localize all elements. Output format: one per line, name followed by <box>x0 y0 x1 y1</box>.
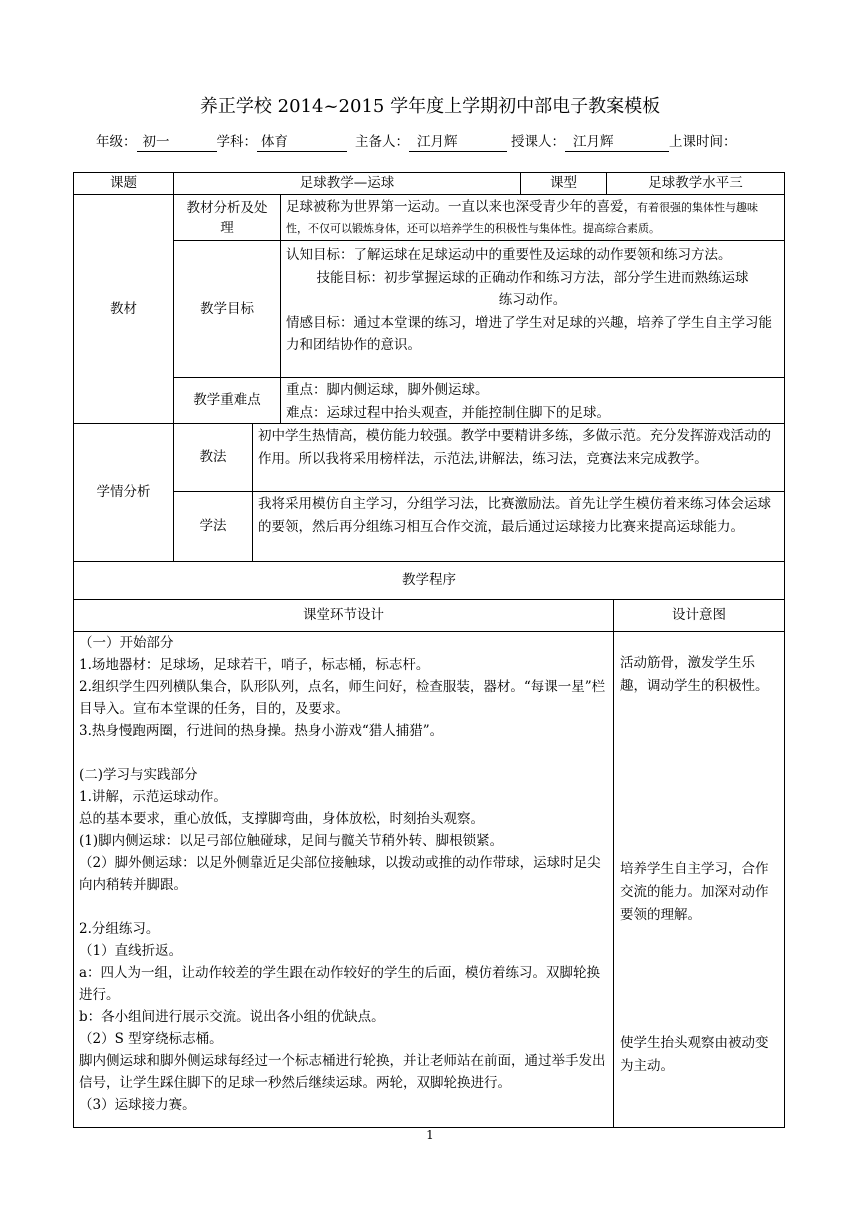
preparer-value: 江月辉 <box>409 134 507 152</box>
learn-method-label-cell: 学法 <box>173 491 253 562</box>
teach-method-label-cell: 教法 <box>173 423 253 492</box>
procedure-line: a：四人为一组，让动作较差的学生跟在动作较好的学生的后面，模仿着练习。双脚轮换进行。 <box>79 965 601 1003</box>
grade-label: 年级： <box>96 134 137 150</box>
design-content-cell <box>73 631 614 1128</box>
procedure-line: 2.分组练习。 <box>79 921 160 937</box>
intent-text-1: 活动筋骨，激发学生乐趣，调动学生的积极性。 <box>620 655 769 694</box>
design-column-header: 课堂环节设计 <box>73 599 614 632</box>
type-value-cell: 足球教学水平三 <box>606 172 785 195</box>
type-label-cell: 课型 <box>520 172 607 195</box>
intent-column-header: 设计意图 <box>613 599 785 632</box>
analysis-label-cell <box>173 194 281 241</box>
procedure-line: 总的基本要求，重心放低，支撑脚弯曲，身体放松，时刻抬头观察。 <box>79 811 484 827</box>
procedure-line <box>79 896 608 918</box>
procedure-lines <box>79 632 608 1116</box>
subject-value: 体育 <box>257 134 347 152</box>
key-text-cell <box>280 377 785 424</box>
page-number: 1 <box>426 1128 434 1142</box>
procedure-title-cell: 教学程序 <box>73 561 785 600</box>
goal-skill-line-1: 技能目标：初步掌握运球的正确动作和练习方法，部分学生进而熟练运球 <box>316 269 749 286</box>
student-label-cell: 学情分析 <box>73 423 174 562</box>
difficult-point: 难点：运球过程中抬头观查，并能控制住脚下的足球。 <box>286 404 610 421</box>
grade-value: 初一 <box>137 134 217 152</box>
material-label-cell: 教材 <box>73 194 174 424</box>
learn-method-text-cell: 我将采用模仿自主学习，分组学习法，比赛激励法。首先让学生模仿着来练习体会运球的要领，然后再分组练习相互合作交流，最后通过运球接力比赛来提高运球能力。 <box>252 491 785 562</box>
topic-label-cell: 课题 <box>73 172 174 195</box>
teach-method-text-cell: 初中学生热情高，模仿能力较强。教学中要精讲多练，多做示范。充分发挥游戏活动的作用。所以我将采用榜样法，示范法,讲解法，练习法，竞赛法来完成教学。 <box>252 423 785 492</box>
intent-text-3: 使学生抬头观察由被动变为主动。 <box>620 1035 769 1074</box>
key-point: 重点：脚内侧运球，脚外侧运球。 <box>286 382 489 398</box>
analysis-main-text: 足球被称为世界第一运动。一直以来也深受青少年的喜爱， <box>286 199 637 215</box>
teacher-value: 江月辉 <box>565 134 669 152</box>
procedure-line: 1.讲解，示范运球动作。 <box>79 789 227 805</box>
teacher-label: 授课人： <box>511 134 565 150</box>
goals-text-cell <box>280 240 785 378</box>
intent-content-cell <box>613 631 785 1128</box>
analysis-small-text: 有着很强的集体性与趣味性，不仅可以锻炼身体，还可以培养学生的积极性与集体性。提高综合素质。 <box>286 201 758 235</box>
goal-cognitive: 认知目标：了解运球在足球运动中的重要性及运球的动作要领和练习方法。 <box>286 247 732 263</box>
procedure-line: （2）脚外侧运球：以足外侧靠近足尖部位接触球，以拨动或推的动作带球，运球时足尖向内稍转并脚跟。 <box>79 855 601 893</box>
procedure-line: （3）运球接力赛。 <box>79 1097 196 1113</box>
procedure-line: 3.热身慢跑两圈，行进间的热身操。热身小游戏“猎人捕猎”。 <box>79 723 444 739</box>
preparer-label: 主备人： <box>355 134 409 150</box>
procedure-line: b：各小组间进行展示交流。说出各小组的优缺点。 <box>79 1009 385 1025</box>
topic-value-cell: 足球教学—运球 <box>173 172 521 195</box>
goal-skill-line-2: 练习动作。 <box>498 292 567 308</box>
subject-label: 学科： <box>216 134 257 150</box>
analysis-label: 教材分析及处理 <box>186 199 268 236</box>
lesson-meta <box>96 130 737 152</box>
goal-emotion: 情感目标：通过本堂课的练习，增进了学生对足球的兴趣，培养了学生自主学习能力和团结协作的意识。 <box>286 314 772 353</box>
analysis-text-cell <box>280 194 785 241</box>
intent-text-2: 培养学生自主学习，合作交流的能力。加深对动作要领的理解。 <box>620 861 769 923</box>
procedure-line: (1)脚内侧运球：以足弓部位触碰球，足间与髋关节稍外转、脚根锁紧。 <box>79 833 504 849</box>
procedure-line: （2）S 型穿绕标志桶。 <box>79 1031 223 1047</box>
procedure-line: (二)学习与实践部分 <box>79 767 198 783</box>
time-label: 上课时间： <box>669 134 737 150</box>
procedure-line: 脚内侧运球和脚外侧运球每经过一个标志桶进行轮换，并让老师站在前面，通过举手发出信号，让学生踩住脚下的足球一秒然后继续运球。两轮，双脚轮换进行。 <box>79 1053 606 1091</box>
page-title: 养正学校 2014~2015 学年度上学期初中部电子教案模板 <box>199 96 661 117</box>
procedure-line: （1）直线折返。 <box>79 943 183 959</box>
key-label-cell: 教学重难点 <box>173 377 281 424</box>
procedure-line: 1.场地器材：足球场，足球若干，哨子，标志桶，标志杆。 <box>79 657 430 673</box>
procedure-line: （一）开始部分 <box>79 635 174 651</box>
procedure-line <box>79 742 608 764</box>
goals-label-cell: 教学目标 <box>173 240 281 378</box>
procedure-line: 2.组织学生四列横队集合，队形队列，点名，师生问好，检查服装，器材。“每课一星”栏目导入。宣布本堂课的任务，目的，及要求。 <box>79 679 606 717</box>
